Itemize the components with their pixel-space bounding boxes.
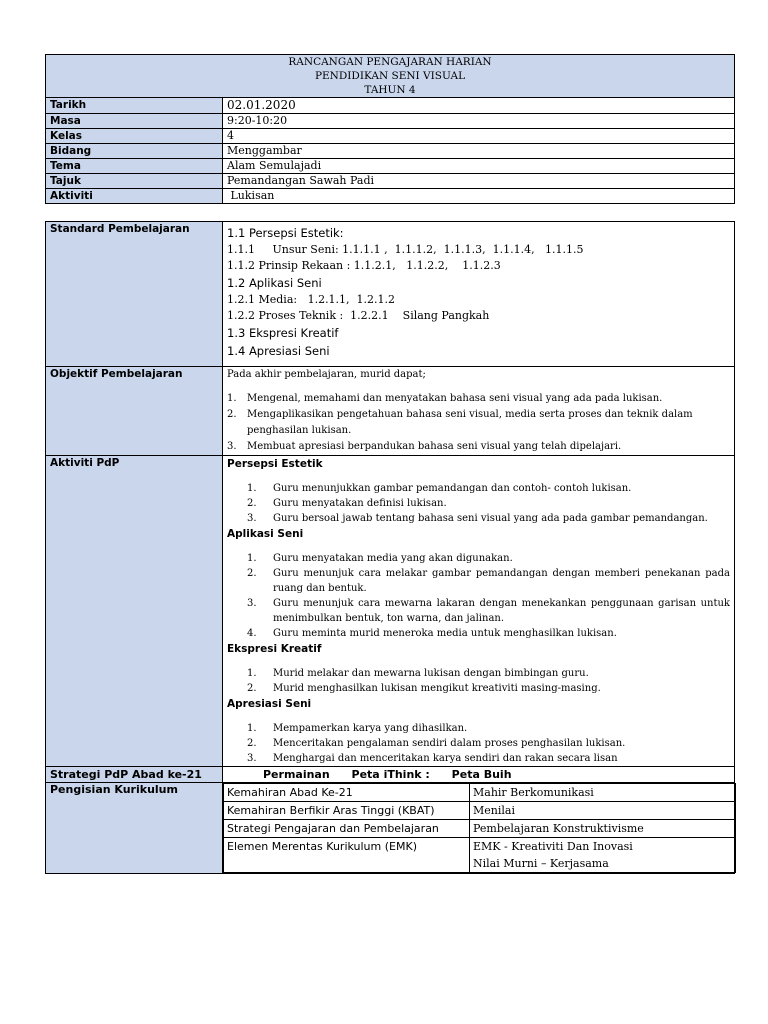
aktiviti-item: [227, 596, 730, 626]
kurikulum-value-line: Pembelajaran Konstruktivisme: [473, 822, 644, 835]
info-label: Masa: [46, 114, 223, 129]
kurikulum-row-item: [224, 820, 736, 838]
objektif-item: [227, 439, 730, 455]
objektif-item: [227, 391, 730, 407]
aktiviti-item-number: 2.: [247, 738, 257, 749]
kurikulum-value-line: EMK - Kreativiti Dan Inovasi: [473, 840, 633, 853]
info-value: Menggambar: [223, 144, 735, 159]
kurikulum-row: [46, 783, 735, 874]
document-header: [46, 55, 735, 98]
kurikulum-key: Strategi Pengajaran dan Pembelajaran: [224, 820, 470, 838]
aktiviti-item: [227, 626, 730, 641]
info-row: [46, 98, 735, 114]
objektif-item-number: 1.: [227, 393, 237, 404]
aktiviti-item: [227, 666, 730, 681]
aktiviti-item: [227, 681, 730, 696]
strategi-peta-ithink: Peta iThink :: [351, 768, 430, 781]
objektif-item-text: Membuat apresiasi berpandukan bahasa seni visual yang telah dipelajari.: [247, 441, 622, 452]
strategi-label: Strategi PdP Abad ke-21: [46, 767, 223, 783]
info-row: [46, 189, 735, 204]
kurikulum-value: [470, 802, 736, 820]
aktiviti-section-title: Persepsi Estetik: [227, 458, 323, 470]
lesson-plan-document: [45, 54, 734, 874]
header-subject: PENDIDIKAN SENI VISUAL: [314, 70, 466, 82]
kurikulum-content: [223, 783, 735, 874]
kurikulum-row-item: [224, 802, 736, 820]
aktiviti-item: [227, 511, 730, 526]
kurikulum-row-item: [224, 838, 736, 873]
aktiviti-item-text: Mempamerkan karya yang dihasilkan.: [273, 723, 468, 734]
info-table: [45, 54, 735, 204]
kurikulum-table: [223, 783, 736, 873]
kurikulum-key: Elemen Merentas Kurikulum (EMK): [224, 838, 470, 873]
info-label: Aktiviti: [46, 189, 223, 204]
strategi-permainan: Permainan: [263, 768, 330, 781]
aktiviti-item: [227, 481, 730, 496]
info-value: Lukisan: [223, 189, 735, 204]
standard-1-2-title: 1.2 Aplikasi Seni: [227, 276, 322, 290]
aktiviti-item: [227, 721, 730, 736]
standard-1-2-1: 1.2.1 Media: 1.2.1.1, 1.2.1.2: [227, 293, 396, 306]
standard-1-4-title: 1.4 Apresiasi Seni: [227, 344, 330, 358]
aktiviti-item-number: 1.: [247, 723, 257, 734]
info-label: Tajuk: [46, 174, 223, 189]
aktiviti-item-number: 1.: [247, 553, 257, 564]
strategi-content: [223, 767, 735, 783]
aktiviti-item-text: Guru menyatakan definisi lukisan.: [273, 498, 447, 509]
objektif-label: Objektif Pembelajaran: [46, 367, 223, 456]
aktiviti-label: Aktiviti PdP: [46, 456, 223, 767]
aktiviti-content: [223, 456, 735, 767]
objektif-item-text: Mengaplikasikan pengetahuan bahasa seni visual, media serta proses dan teknik dalam penghasilan lukisan.: [247, 409, 693, 436]
aktiviti-item: [227, 551, 730, 566]
info-value: Alam Semulajadi: [223, 159, 735, 174]
lesson-table: [45, 221, 735, 874]
kurikulum-value-line: Menilai: [473, 804, 515, 817]
standard-1-3-title: 1.3 Ekspresi Kreatif: [227, 326, 339, 340]
aktiviti-item-text: Guru meminta murid meneroka media untuk menghasilkan lukisan.: [273, 628, 617, 639]
aktiviti-item: [227, 566, 730, 596]
aktiviti-item: [227, 751, 730, 766]
aktiviti-item: [227, 496, 730, 511]
standard-1-1-title: 1.1 Persepsi Estetik:: [227, 226, 344, 240]
info-row: [46, 114, 735, 129]
aktiviti-item-text: Menceritakan pengalaman sendiri dalam proses penghasilan lukisan.: [273, 738, 626, 749]
objektif-content: [223, 367, 735, 456]
aktiviti-item-text: Murid melakar dan mewarna lukisan dengan bimbingan guru.: [273, 668, 589, 679]
standard-1-1-1: 1.1.1 Unsur Seni: 1.1.1.1 , 1.1.1.2, 1.1.1.3, 1.1.1.4, 1.1.1.5: [227, 243, 584, 256]
objektif-item-text: Mengenal, memahami dan menyatakan bahasa seni visual yang ada pada lukisan.: [247, 393, 663, 404]
aktiviti-item-text: Guru menunjukkan gambar pemandangan dan contoh- contoh lukisan.: [273, 483, 632, 494]
standard-row: [46, 222, 735, 367]
kurikulum-value-line: Nilai Murni – Kerjasama: [473, 857, 609, 870]
objektif-row: [46, 367, 735, 456]
kurikulum-key: Kemahiran Berfikir Aras Tinggi (KBAT): [224, 802, 470, 820]
standard-label: Standard Pembelajaran: [46, 222, 223, 367]
kurikulum-value: [470, 784, 736, 802]
kurikulum-key: Kemahiran Abad Ke-21: [224, 784, 470, 802]
aktiviti-item-number: 3.: [247, 753, 257, 764]
aktiviti-item-text: Murid menghasilkan lukisan mengikut kreativiti masing-masing.: [273, 683, 601, 694]
info-label: Tema: [46, 159, 223, 174]
strategi-row: [46, 767, 735, 783]
header-title: RANCANGAN PENGAJARAN HARIAN: [288, 56, 492, 68]
header-year: TAHUN 4: [364, 84, 416, 96]
aktiviti-item-number: 2.: [247, 683, 257, 694]
aktiviti-item-text: Menghargai dan menceritakan karya sendiri dan rakan secara lisan: [273, 753, 618, 764]
standard-content: [223, 222, 735, 367]
info-row: [46, 174, 735, 189]
kurikulum-value: [470, 820, 736, 838]
aktiviti-item-number: 1.: [247, 668, 257, 679]
aktiviti-item: [227, 736, 730, 751]
info-label: Bidang: [46, 144, 223, 159]
aktiviti-item-text: Guru menunjuk cara mewarna lakaran dengan menekankan penggunaan garisan untuk menimbulkan bentuk, ton warna, dan jalinan.: [273, 598, 730, 624]
aktiviti-item-number: 3.: [247, 513, 257, 524]
standard-1-1-2: 1.1.2 Prinsip Rekaan : 1.1.2.1, 1.1.2.2, 1.1.2.3: [227, 259, 501, 272]
kurikulum-row-item: [224, 784, 736, 802]
info-value: 9:20-10:20: [223, 114, 735, 129]
objektif-item: [227, 407, 730, 439]
aktiviti-item-text: Guru menyatakan media yang akan digunakan.: [273, 553, 513, 564]
aktiviti-item-text: Guru menunjuk cara melakar gambar pemandangan dengan memberi penekanan pada ruang dan bentuk.: [273, 568, 730, 594]
objektif-item-number: 2.: [227, 409, 237, 420]
aktiviti-section-title: Aplikasi Seni: [227, 528, 304, 540]
strategi-peta-buih: Peta Buih: [451, 768, 512, 781]
kurikulum-value: [470, 838, 736, 873]
info-label: Kelas: [46, 129, 223, 144]
aktiviti-item-number: 2.: [247, 568, 257, 579]
info-value: 02.01.2020: [223, 98, 735, 114]
aktiviti-item-text: Guru bersoal jawab tentang bahasa seni visual yang ada pada gambar pemandangan.: [273, 513, 708, 524]
objektif-list: [227, 391, 730, 455]
aktiviti-row: [46, 456, 735, 767]
aktiviti-section-title: Apresiasi Seni: [227, 698, 312, 710]
info-value: 4: [223, 129, 735, 144]
kurikulum-label: Pengisian Kurikulum: [46, 783, 223, 874]
objektif-intro: Pada akhir pembelajaran, murid dapat;: [227, 369, 426, 380]
info-label: Tarikh: [46, 98, 223, 114]
aktiviti-item-number: 3.: [247, 598, 257, 609]
kurikulum-value-line: Mahir Berkomunikasi: [473, 786, 594, 799]
info-value: Pemandangan Sawah Padi: [223, 174, 735, 189]
standard-1-2-2: 1.2.2 Proses Teknik : 1.2.2.1 Silang Pangkah: [227, 309, 490, 322]
objektif-item-number: 3.: [227, 441, 237, 452]
info-row: [46, 159, 735, 174]
aktiviti-item-number: 2.: [247, 498, 257, 509]
info-row: [46, 144, 735, 159]
aktiviti-item-number: 1.: [247, 483, 257, 494]
info-row: [46, 129, 735, 144]
aktiviti-section-title: Ekspresi Kreatif: [227, 643, 322, 655]
aktiviti-item-number: 4.: [247, 628, 257, 639]
